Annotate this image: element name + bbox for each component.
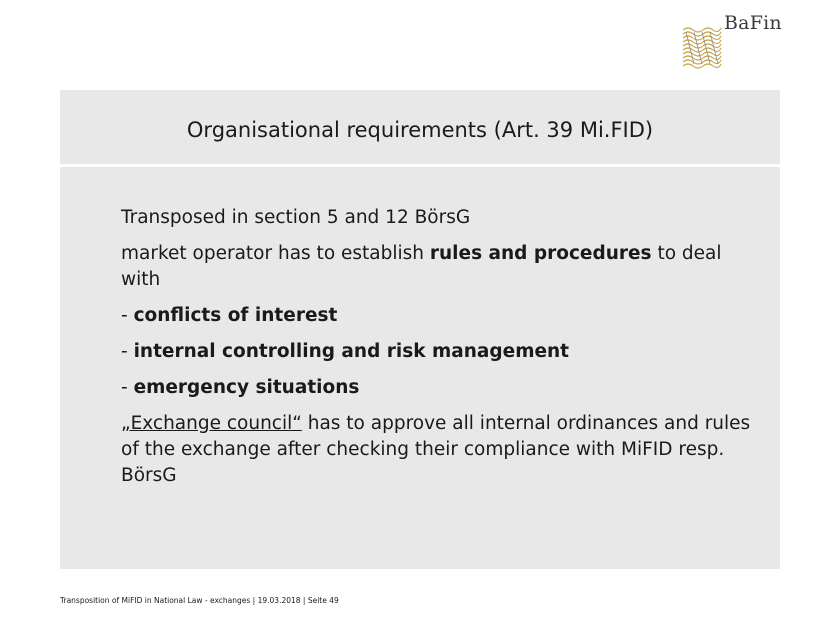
bafin-wave-icon: [682, 24, 722, 70]
para2-pre: market operator has to establish: [121, 243, 430, 264]
bullet-text: internal controlling and risk management: [133, 341, 570, 362]
exchange-council-paragraph: [121, 411, 761, 489]
bullet-text: conflicts of interest: [133, 305, 338, 326]
slide-footer: Transposition of MiFID in National Law - exchanges | 19.03.2018 | Seite 49: [60, 596, 339, 605]
title-banner: [60, 90, 780, 164]
market-operator-paragraph: [121, 241, 761, 293]
exchange-council-rest: has to approve all internal ordinances and rules of the exchange after checking their compliance with MiFID resp. BörsG: [121, 413, 751, 486]
bullet-dash: -: [121, 377, 134, 398]
logo-text: BaFin: [724, 12, 782, 34]
bullet-emergency: [121, 375, 761, 401]
content-body: [121, 205, 761, 499]
para2-post: to deal with: [121, 243, 722, 290]
bullet-conflicts: [121, 303, 761, 329]
transposition-line: Transposed in section 5 and 12 BörsG: [121, 207, 471, 228]
bullet-dash: -: [121, 341, 134, 362]
bullet-text: emergency situations: [133, 377, 360, 398]
para2-bold: rules and procedures: [429, 243, 652, 264]
content-panel: [60, 167, 780, 569]
exchange-council-term: „Exchange council“: [121, 413, 302, 434]
slide-title: Organisational requirements (Art. 39 Mi.FID): [186, 118, 654, 142]
bullet-controlling: [121, 339, 761, 365]
bullet-dash: -: [121, 305, 134, 326]
bafin-logo: [682, 10, 792, 72]
